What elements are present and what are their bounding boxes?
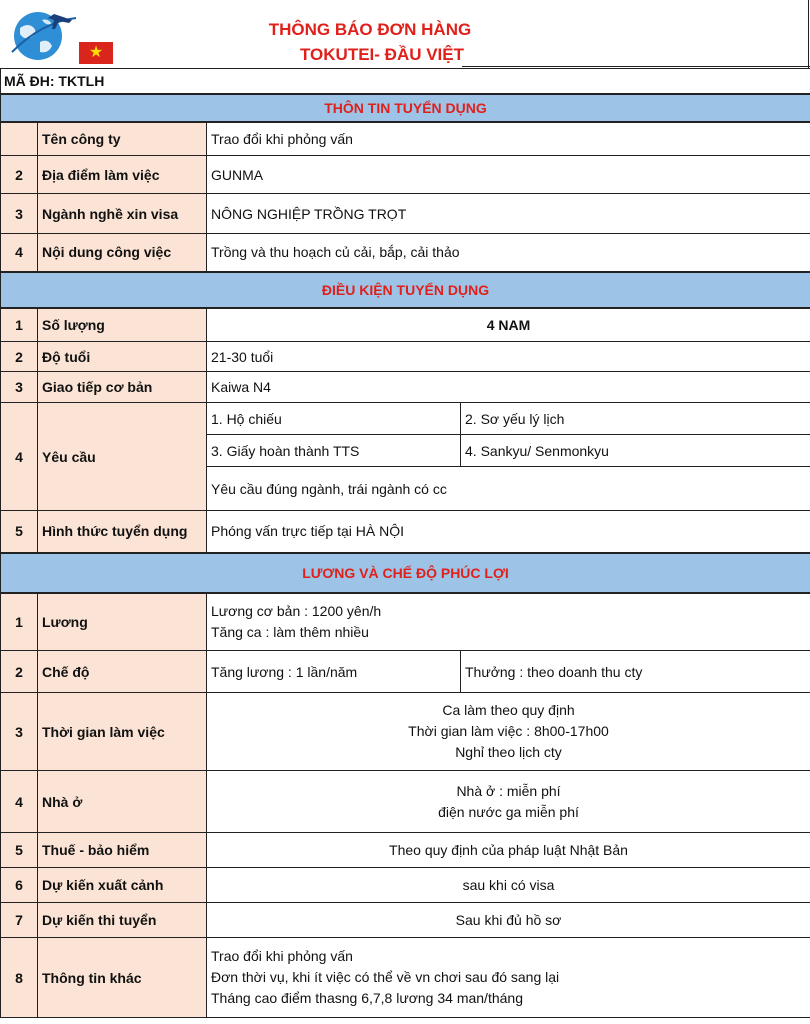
table-row — [1, 771, 810, 833]
globe-airplane-logo — [6, 6, 78, 64]
table-row — [1, 868, 810, 903]
vietnam-flag-icon: ★ — [79, 42, 113, 64]
housing-value — [207, 771, 810, 833]
row-label: Hình thức tuyển dụng — [38, 511, 207, 553]
row-label: Số lượng — [38, 308, 207, 342]
row-label: Địa điểm làm việc — [38, 156, 207, 194]
requirement-item: 4. Sankyu/ Senmonkyu — [461, 435, 810, 467]
row-number: 7 — [1, 903, 38, 938]
section-title-recruitment-conditions: ĐIỀU KIỆN TUYỂN DỤNG — [1, 272, 810, 308]
requirement-item: 3. Giấy hoàn thành TTS — [207, 435, 461, 467]
row-number: 2 — [1, 651, 38, 693]
row-number: 6 — [1, 868, 38, 903]
quantity-value: 4 NAM — [207, 308, 810, 342]
row-label: Độ tuổi — [38, 342, 207, 372]
document-header — [0, 0, 810, 68]
work-time-line: Ca làm theo quy định — [442, 702, 575, 718]
table-row — [1, 234, 810, 272]
order-code: MÃ ĐH: TKTLH — [1, 69, 810, 94]
table-row — [1, 651, 810, 693]
housing-line: Nhà ở : miễn phí — [456, 782, 561, 799]
work-time-line: Nghỉ theo lịch cty — [455, 744, 562, 760]
row-number: 4 — [1, 234, 38, 272]
row-label: Ngành nghề xin visa — [38, 194, 207, 234]
row-label: Thông tin khác — [38, 938, 207, 1018]
row-value: Trao đổi khi phỏng vấn — [207, 122, 810, 156]
table-row — [1, 938, 810, 1018]
table-row — [1, 593, 810, 651]
other-info-line: Tháng cao điểm thasng 6,7,8 lương 34 man/tháng — [211, 990, 523, 1006]
table-row — [1, 903, 810, 938]
other-info-value — [207, 938, 810, 1018]
row-value: Sau khi đủ hồ sơ — [207, 903, 810, 938]
housing-line: điện nước ga miễn phí — [438, 803, 579, 820]
table-row — [1, 511, 810, 553]
table-row — [1, 403, 810, 435]
divider — [462, 66, 810, 67]
row-label: Nội dung công việc — [38, 234, 207, 272]
row-number: 3 — [1, 693, 38, 771]
other-info-line: Trao đổi khi phỏng vấn — [211, 948, 353, 964]
row-number: 3 — [1, 194, 38, 234]
table-row — [1, 156, 810, 194]
row-value: GUNMA — [207, 156, 810, 194]
row-label: Tên công ty — [38, 122, 207, 156]
row-number: 3 — [1, 372, 38, 403]
page-subtitle: TOKUTEI- ĐẦU VIỆT — [299, 45, 465, 64]
table-row — [1, 308, 810, 342]
row-number: 4 — [1, 771, 38, 833]
order-code-row — [1, 69, 810, 94]
row-label: Dự kiến thi tuyển — [38, 903, 207, 938]
table-row — [1, 833, 810, 868]
salary-line: Lương cơ bản : 1200 yên/h — [211, 602, 382, 619]
section-header — [1, 272, 810, 308]
policy-left: Tăng lương : 1 lần/năm — [207, 651, 461, 693]
row-value: Phóng vấn trực tiếp tại HÀ NỘI — [207, 511, 810, 553]
requirement-note: Yêu cầu đúng ngành, trái ngành có cc — [207, 467, 810, 511]
row-label: Thời gian làm việc — [38, 693, 207, 771]
row-number — [1, 122, 38, 156]
row-label: Giao tiếp cơ bản — [38, 372, 207, 403]
row-number: 1 — [1, 593, 38, 651]
table-row — [1, 194, 810, 234]
row-number: 5 — [1, 833, 38, 868]
order-table — [0, 68, 810, 1018]
row-value: NÔNG NGHIỆP TRỒNG TRỌT — [207, 194, 810, 234]
section-header — [1, 94, 810, 122]
row-number: 1 — [1, 308, 38, 342]
row-value: sau khi có visa — [207, 868, 810, 903]
salary-line: Tăng ca : làm thêm nhiều — [211, 623, 369, 640]
work-time-line: Thời gian làm việc : 8h00-17h00 — [408, 723, 609, 739]
section-title-salary-benefits: LƯƠNG VÀ CHẾ ĐỘ PHÚC LỢI — [1, 553, 810, 593]
row-label: Dự kiến xuất cảnh — [38, 868, 207, 903]
salary-value — [207, 593, 810, 651]
row-number: 5 — [1, 511, 38, 553]
row-number: 4 — [1, 403, 38, 511]
page-title: THÔNG BÁO ĐƠN HÀNG — [268, 20, 472, 39]
row-value: Kaiwa N4 — [207, 372, 810, 403]
row-label: Lương — [38, 593, 207, 651]
table-row — [1, 342, 810, 372]
table-row — [1, 693, 810, 771]
row-label: Chế độ — [38, 651, 207, 693]
requirement-item: 1. Hộ chiếu — [207, 403, 461, 435]
row-label: Yêu cầu — [38, 403, 207, 511]
section-title-recruitment-info: THÔN TIN TUYỂN DỤNG — [1, 94, 810, 122]
row-number: 2 — [1, 342, 38, 372]
row-number: 8 — [1, 938, 38, 1018]
row-value: Theo quy định của pháp luật Nhật Bản — [207, 833, 810, 868]
section-header — [1, 553, 810, 593]
requirement-item: 2. Sơ yếu lý lịch — [461, 403, 810, 435]
divider — [808, 0, 809, 68]
work-time-value — [207, 693, 810, 771]
row-value: 21-30 tuổi — [207, 342, 810, 372]
other-info-line: Đơn thời vụ, khi ít việc có thể về vn chơi sau đó sang lại — [211, 969, 560, 985]
row-label: Nhà ở — [38, 771, 207, 833]
row-number: 2 — [1, 156, 38, 194]
policy-right: Thưởng : theo doanh thu cty — [461, 651, 810, 693]
row-value: Trồng và thu hoạch củ cải, bắp, cải thảo — [207, 234, 810, 272]
table-row — [1, 122, 810, 156]
row-label: Thuế - bảo hiểm — [38, 833, 207, 868]
table-row — [1, 372, 810, 403]
